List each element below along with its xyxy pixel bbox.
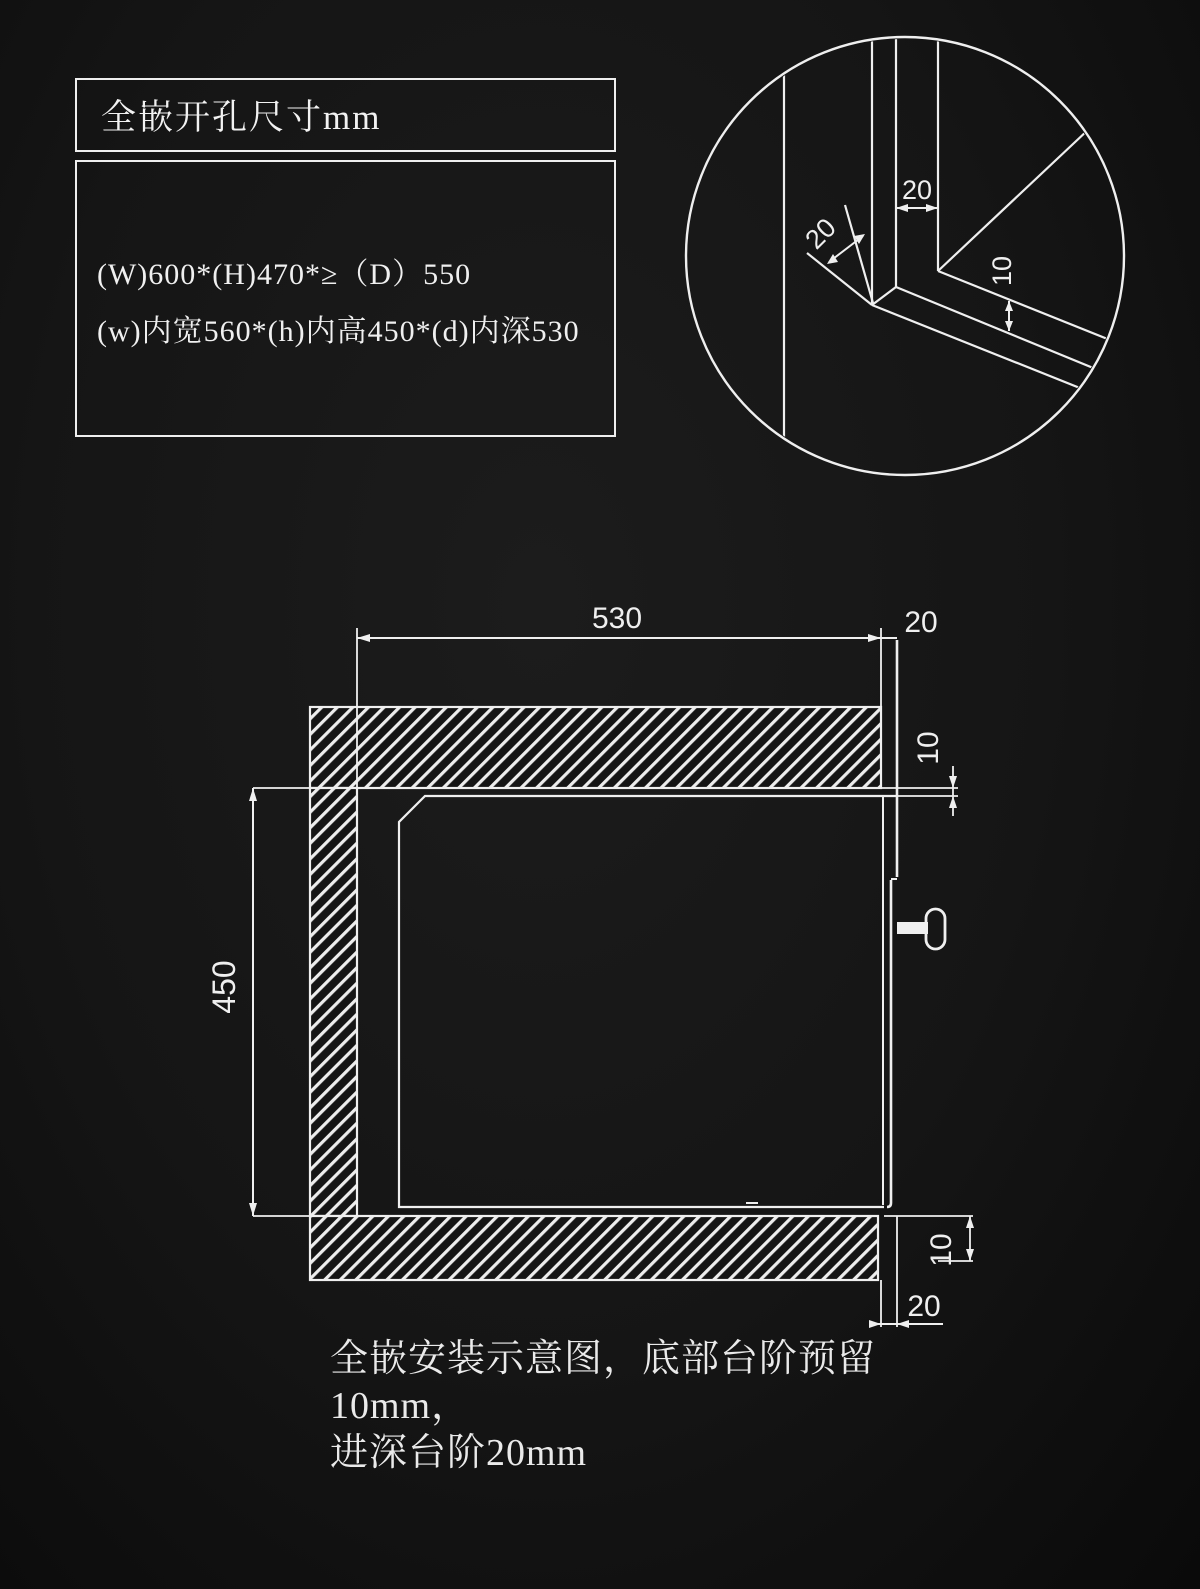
cabinet-top-panel bbox=[310, 707, 881, 788]
dim-value: 10 bbox=[912, 731, 945, 765]
dim-value: 530 bbox=[591, 602, 643, 635]
cabinet-back-panel bbox=[310, 788, 357, 1216]
caption-line-2: 进深台阶20mm bbox=[330, 1432, 588, 1475]
dim-value: 20 bbox=[799, 212, 842, 255]
arrowhead-top bbox=[249, 788, 257, 801]
detail-panel-bottom-line bbox=[872, 305, 1125, 406]
door-handle bbox=[897, 909, 945, 949]
dim-front-step-top-20 bbox=[904, 606, 937, 639]
dim-top-gap-10 bbox=[881, 731, 958, 816]
detail-mitre-outer-edge bbox=[807, 253, 872, 305]
spec-line-inner: (w)内宽560*(h)内高450*(d)内深530 bbox=[97, 315, 580, 348]
arrowhead-left bbox=[896, 204, 908, 212]
caption-line-1: 全嵌安装示意图，底部台阶预留10mm， bbox=[330, 1338, 877, 1428]
detail-dim-panel-offset bbox=[896, 175, 938, 212]
section-drawing bbox=[206, 602, 974, 1328]
arrowhead-top bbox=[949, 776, 957, 788]
arrowhead-bottom bbox=[1005, 321, 1013, 331]
arrowhead-top bbox=[966, 1216, 974, 1228]
dim-height-450 bbox=[206, 788, 312, 1216]
arrowhead-right bbox=[868, 634, 881, 642]
dim-value: 20 bbox=[907, 1290, 941, 1323]
detail-circle-lines bbox=[784, 30, 1125, 480]
cabinet-bottom-panel bbox=[310, 1216, 878, 1280]
dim-value: 450 bbox=[206, 960, 242, 1014]
dim-value: 20 bbox=[904, 606, 938, 639]
arrowhead-left bbox=[869, 1320, 881, 1328]
oven-door-face-line bbox=[887, 880, 891, 1207]
handle-stem bbox=[897, 922, 928, 934]
oven-body-outline bbox=[399, 796, 897, 1207]
arrowhead-bottom bbox=[249, 1203, 257, 1216]
handle-knob bbox=[926, 909, 945, 949]
detail-diagonal-up bbox=[938, 128, 1090, 271]
arrowhead-top bbox=[1005, 301, 1013, 311]
arrowhead-right bbox=[926, 204, 938, 212]
detail-mitre-aux-line bbox=[845, 205, 873, 303]
dim-value: 10 bbox=[925, 1233, 958, 1267]
detail-mitre-line bbox=[872, 287, 896, 305]
detail-circle-outline bbox=[686, 37, 1124, 475]
arrowhead-left bbox=[357, 634, 370, 642]
arrowhead-bottom bbox=[966, 1249, 974, 1261]
spec-line-outer: (W)600*(H)470*≥（D）550 bbox=[97, 258, 472, 291]
dim-value: 10 bbox=[987, 255, 1017, 287]
detail-step-top-line bbox=[938, 271, 1125, 346]
dim-front-step-bottom-20 bbox=[869, 1216, 943, 1328]
arrowhead-bottom bbox=[949, 796, 957, 808]
dim-value: 20 bbox=[901, 175, 933, 205]
detail-circle bbox=[686, 30, 1125, 480]
spec-title-text: 全嵌开孔尺寸mm bbox=[101, 98, 382, 137]
